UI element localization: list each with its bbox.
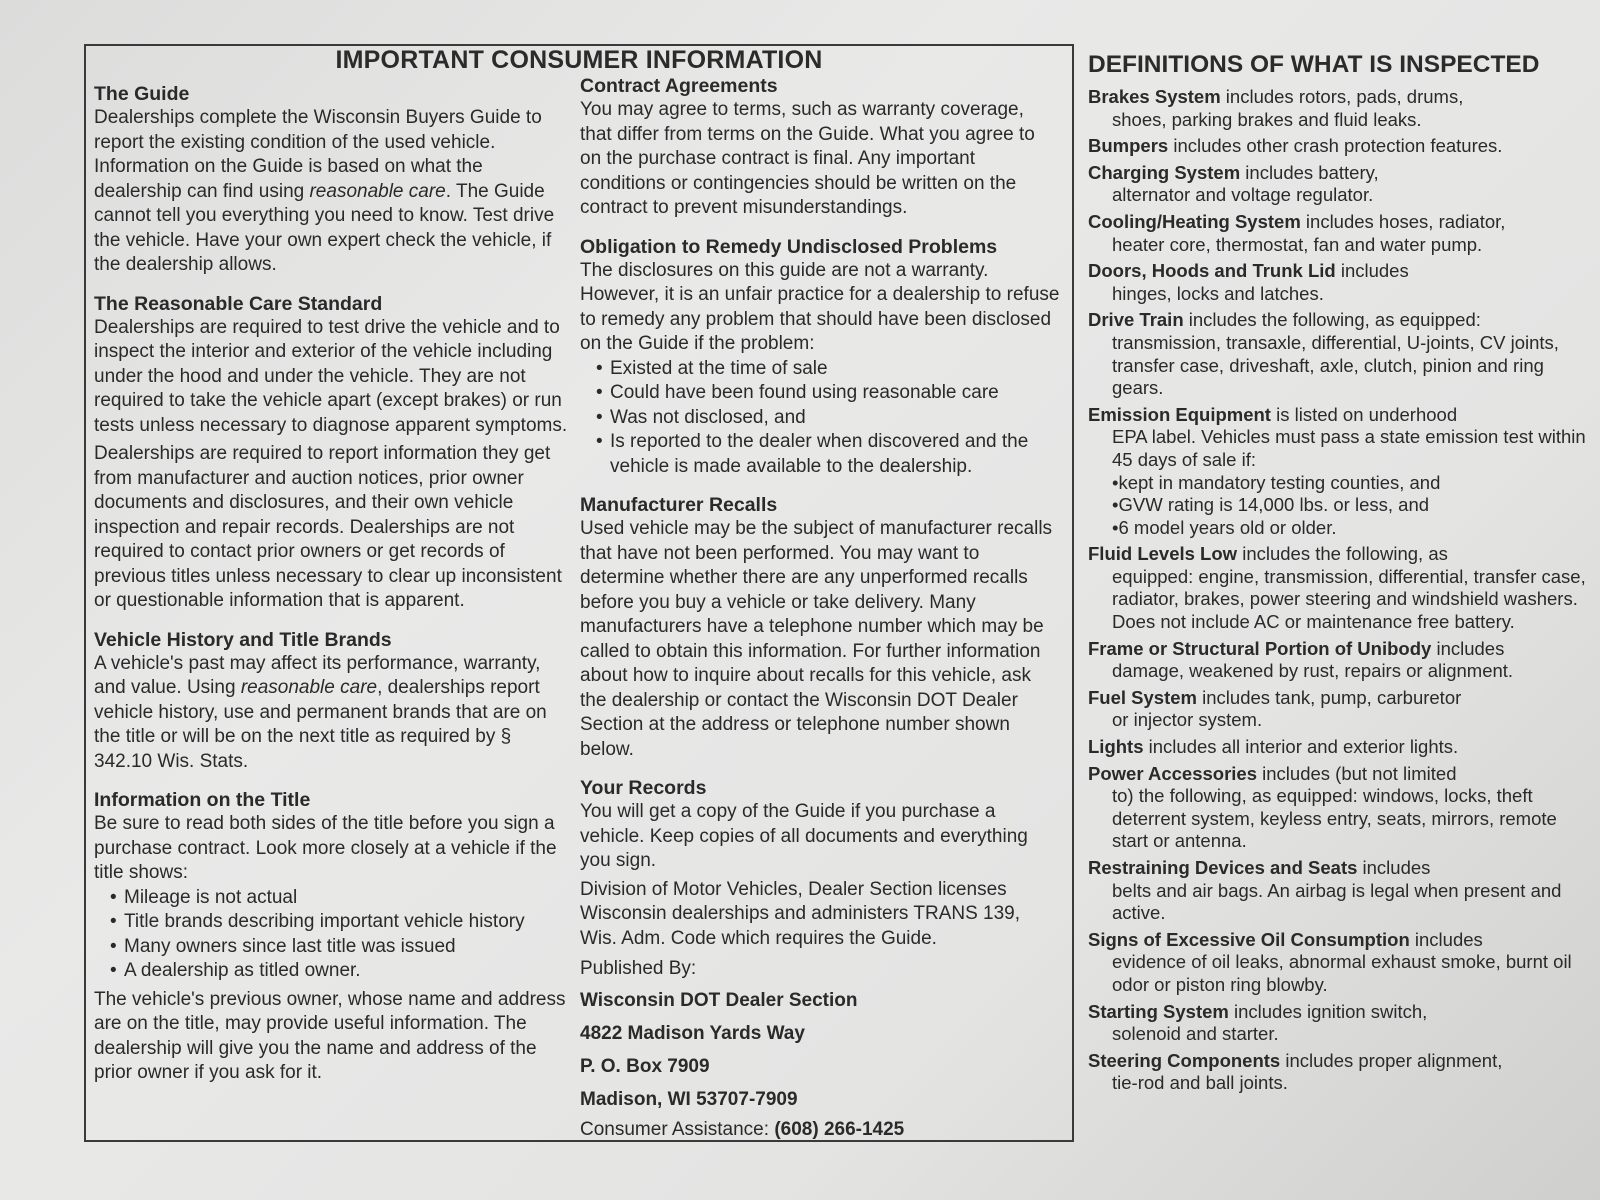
consumer-info-right-column	[580, 74, 1060, 1156]
definition-text: includes rotors, pads, drums,	[1220, 86, 1464, 107]
definition-text-continued: shoes, parking brakes and fluid leaks.	[1112, 108, 1422, 130]
list-item: • Is reported to the dealer when discovered and the vehicle is made available to the dealership.	[596, 430, 1060, 479]
definition-item	[1088, 687, 1588, 732]
definition-text-continued: solenoid and starter.	[1112, 1023, 1279, 1045]
list-item: • Mileage is not actual	[110, 886, 572, 911]
section-body: The disclosures on this guide are not a warranty. However, it is an unfair practice for a dealership to refuse to remedy any problem that should have been disclosed on the Guide if the problem:	[580, 259, 1060, 354]
definitions-column	[1088, 50, 1588, 1099]
definition-text-continued: or injector system.	[1112, 709, 1263, 731]
definition-term: Steering Components	[1088, 1049, 1281, 1071]
section-body: Dealerships are required to report information they get from manufacturer and auction notices, prior owner documents and disclosures, and their own vehicle inspection and repair records. Dealerships are not required to contact prior owners or get records of previous titles unless necessary to clear up inconsistent or questionable information that is apparent.	[94, 443, 562, 611]
section-body: The vehicle's previous owner, whose name and address are on the title, may provide useful information. The dealership will give you the name and address of the prior owner if you ask for it.	[94, 988, 566, 1083]
section-heading: Information on the Title	[94, 789, 311, 811]
section-body: You may agree to terms, such as warranty coverage, that differ from terms on the Guide. What you agree to on the purchase contract is final. Any important conditions or contingencies should be written on the contract to prevent misunderstandings.	[580, 99, 1035, 218]
definition-text: includes	[1335, 260, 1409, 282]
definition-term: Doors, Hoods and Trunk Lid	[1088, 260, 1336, 282]
definition-item	[1088, 162, 1588, 207]
definition-text-continued: evidence of oil leaks, abnormal exhaust smoke, burnt oil odor or piston ring blowby.	[1112, 951, 1572, 995]
definition-item	[1088, 86, 1588, 131]
definition-text: includes	[1357, 857, 1431, 878]
definition-text-continued: tie-rod and ball joints.	[1112, 1072, 1288, 1094]
definition-term: Restraining Devices and Seats	[1088, 857, 1358, 878]
definition-term: Power Accessories	[1088, 762, 1257, 784]
definition-text: includes	[1431, 637, 1505, 659]
section-reasonable-care	[94, 292, 572, 614]
assistance-phone: (608) 266-1425	[774, 1118, 905, 1140]
title-warning-list	[94, 886, 572, 984]
definition-item	[1088, 929, 1588, 997]
definition-term: Starting System	[1088, 1000, 1229, 1022]
definition-item	[1088, 763, 1588, 853]
definition-text: includes (but not limited	[1257, 762, 1457, 784]
definition-text-continued: hinges, locks and latches.	[1112, 282, 1324, 304]
publisher-po-box: P. O. Box 7909	[580, 1055, 710, 1077]
section-obligation	[580, 235, 1060, 480]
definition-text: includes the following, as equipped:	[1183, 309, 1481, 331]
list-item: • Many owners since last title was issued	[110, 935, 572, 960]
definition-text-continued: to) the following, as equipped: windows, locks, theft deterrent system, keyless entry, seats, mirrors, remote start or antenna.	[1112, 785, 1557, 852]
definition-term: Cooling/Heating System	[1088, 210, 1301, 232]
list-item: • Was not disclosed, and	[596, 406, 1060, 431]
section-heading: The Reasonable Care Standard	[94, 292, 383, 315]
definition-term: Bumpers	[1088, 135, 1169, 157]
definition-text: includes tank, pump, carburetor	[1197, 686, 1462, 708]
definitions-list	[1088, 86, 1588, 1095]
definition-term: Signs of Excessive Oil Consumption	[1088, 928, 1410, 950]
section-contract-agreements	[580, 74, 1060, 221]
section-manufacturer-recalls	[580, 493, 1060, 762]
definition-item	[1088, 1050, 1588, 1095]
definition-item	[1088, 260, 1588, 305]
definition-text-continued: alternator and voltage regulator.	[1112, 184, 1374, 206]
definitions-title: DEFINITIONS OF WHAT IS INSPECTED	[1088, 51, 1540, 78]
definition-text-continued: equipped: engine, transmission, differential, transfer case, radiator, brakes, power steering and windshield washers. Does not include AC or maintenance free battery.	[1112, 565, 1586, 633]
definition-text-continued: heater core, thermostat, fan and water pump.	[1112, 233, 1483, 255]
definition-text-continued: EPA label. Vehicles must pass a state emission test within 45 days of sale if:	[1112, 426, 1586, 470]
definition-item	[1088, 1001, 1588, 1046]
definition-item	[1088, 404, 1588, 540]
definition-item	[1088, 135, 1588, 158]
definition-text: includes the following, as	[1237, 543, 1448, 565]
list-item: • GVW rating is 14,000 lbs. or less, and	[1112, 494, 1588, 517]
definition-item	[1088, 736, 1588, 759]
list-item: • Existed at the time of sale	[596, 357, 1060, 382]
definition-text: includes all interior and exterior lights.	[1143, 736, 1459, 758]
definition-item	[1088, 543, 1588, 633]
publisher-city: Madison, WI 53707-7909	[580, 1088, 798, 1110]
publisher-street: 4822 Madison Yards Way	[580, 1022, 805, 1044]
consumer-info-title: IMPORTANT CONSUMER INFORMATION	[335, 46, 823, 74]
section-body: Used vehicle may be the subject of manufacturer recalls that have not been performed. You may want to determine whether there are any unperformed recalls before you buy a vehicle or take delivery. Many manufacturers have a telephone number which may be called to obtain this information. For further information about how to inquire about recalls for this vehicle, ask the dealership or contact the Wisconsin DOT Dealer Section at the address or telephone number shown below.	[580, 518, 1053, 760]
list-item: • Title brands describing important vehicle history	[110, 910, 572, 935]
definition-item	[1088, 309, 1588, 399]
definition-text: includes ignition switch,	[1228, 1000, 1428, 1022]
definition-text-continued: transmission, transaxle, differential, U-joints, CV joints, transfer case, driveshaft, axle, clutch, pinion and ring gears.	[1112, 331, 1559, 399]
definition-item	[1088, 211, 1588, 256]
definition-term: Brakes System	[1088, 86, 1221, 107]
section-title-information	[94, 788, 572, 1086]
published-by-label: Published By:	[580, 958, 697, 979]
definition-text-continued: damage, weakened by rust, repairs or alignment.	[1112, 660, 1514, 682]
definition-term: Emission Equipment	[1088, 403, 1271, 425]
definition-term: Lights	[1088, 736, 1144, 758]
definition-text-continued: belts and air bags. An airbag is legal when present and active.	[1112, 879, 1562, 924]
section-heading: Vehicle History and Title Brands	[94, 628, 392, 651]
section-body: A vehicle's past may affect its performance, warranty, and value. Using reasonable care, dealerships report vehicle history, use and permanent brands that are on the title or will be on the next title as required by § 342.10 Wis. Stats.	[94, 652, 547, 772]
section-your-records	[580, 776, 1060, 1142]
list-item: • A dealership as titled owner.	[110, 959, 572, 984]
definition-text: includes battery,	[1240, 161, 1379, 183]
definition-term: Charging System	[1088, 161, 1241, 183]
section-the-guide	[94, 82, 572, 278]
emission-conditions-list	[1088, 472, 1588, 540]
definition-term: Fuel System	[1088, 686, 1197, 708]
section-body: Dealerships are required to test drive the vehicle and to inspect the interior and exterior of the vehicle including under the hood and under the vehicle. They are not required to take the vehicle apart (except brakes) or run tests unless necessary to diagnose apparent symptoms.	[94, 316, 568, 436]
problem-conditions-list	[580, 357, 1060, 480]
definition-item	[1088, 857, 1588, 925]
list-item: • kept in mandatory testing counties, and	[1112, 472, 1588, 495]
list-item: • Could have been found using reasonable care	[596, 381, 1060, 406]
definition-term: Frame or Structural Portion of Unibody	[1088, 637, 1432, 659]
section-heading: Manufacturer Recalls	[580, 494, 778, 516]
section-heading: Obligation to Remedy Undisclosed Problems	[580, 235, 998, 258]
section-body: Be sure to read both sides of the title before you sign a purchase contract. Look more closely at a vehicle if the title shows:	[94, 813, 557, 883]
definition-text: includes	[1409, 928, 1483, 950]
definition-text: includes other crash protection features.	[1168, 135, 1503, 157]
consumer-assistance: Consumer Assistance: (608) 266-1425	[580, 1118, 905, 1140]
section-body: Division of Motor Vehicles, Dealer Section licenses Wisconsin dealerships and administers TRANS 139, Wis. Adm. Code which requires the Guide.	[580, 878, 1021, 949]
section-heading: Your Records	[580, 777, 707, 799]
publisher-name: Wisconsin DOT Dealer Section	[580, 989, 858, 1011]
definition-item	[1088, 638, 1588, 683]
definition-text: includes hoses, radiator,	[1300, 210, 1506, 232]
definition-term: Fluid Levels Low	[1088, 543, 1238, 565]
consumer-information-box	[84, 44, 1074, 1142]
section-heading: The Guide	[94, 83, 190, 105]
definition-term: Drive Train	[1088, 309, 1184, 331]
definition-text: includes proper alignment,	[1280, 1049, 1503, 1071]
section-body: You will get a copy of the Guide if you purchase a vehicle. Keep copies of all documents and everything you sign.	[580, 801, 1028, 871]
section-vehicle-history	[94, 628, 572, 775]
consumer-info-left-column	[94, 82, 572, 1100]
definition-text: is listed on underhood	[1270, 403, 1458, 425]
section-heading: Contract Agreements	[580, 75, 778, 97]
section-body: Dealerships complete the Wisconsin Buyers Guide to report the existing condition of the used vehicle. Information on the Guide is based on what the dealership can find using reasonable care. The Guide cannot tell you everything you need to know. Test drive the vehicle. Have your own expert check the vehicle, if the dealership allows.	[94, 107, 555, 275]
list-item: • 6 model years old or older.	[1112, 517, 1588, 540]
